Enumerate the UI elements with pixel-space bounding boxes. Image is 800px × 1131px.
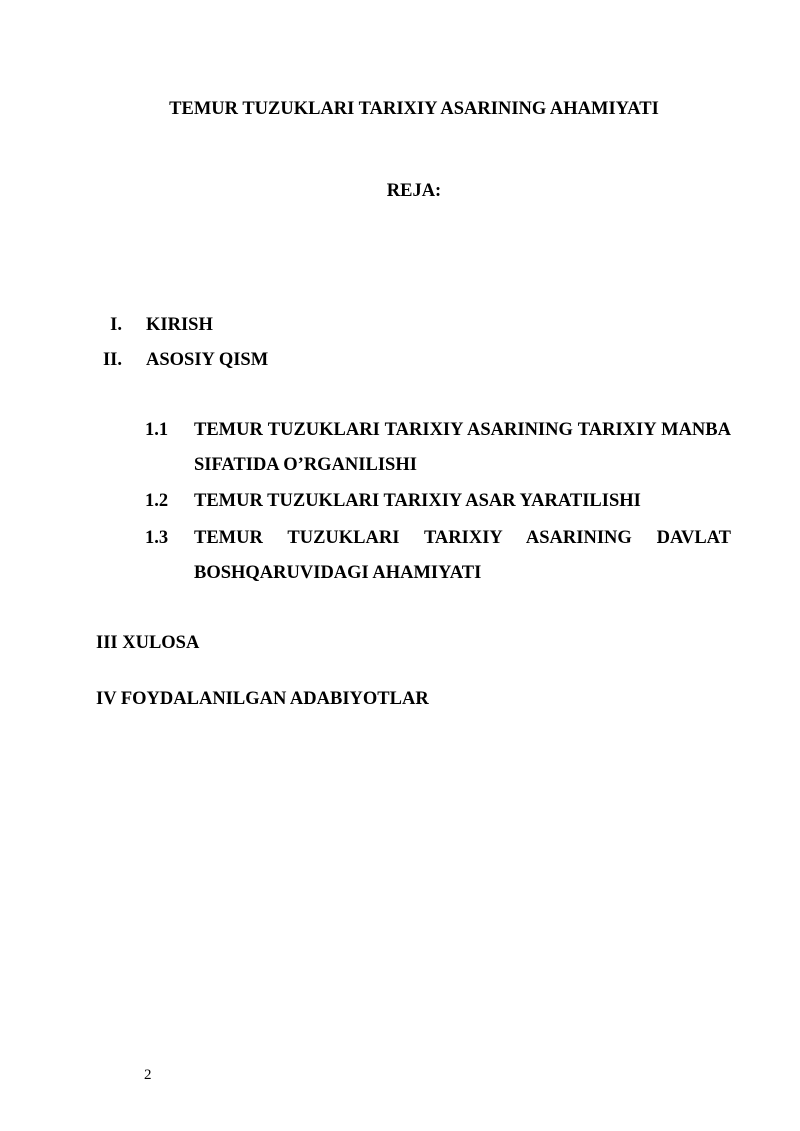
references-item: IV FOYDALANILGAN ADABIYOTLAR — [96, 689, 429, 709]
subsection-number: 1.2 — [145, 491, 169, 511]
plan-heading: REJA: — [386, 181, 442, 201]
subsection-label: TEMUR TUZUKLARI TARIXIY ASARINING TARIXIY MANBA SIFATIDA O’RGANILISHI — [194, 420, 731, 475]
section-number: I. — [110, 315, 122, 335]
subsection-label: TEMUR TUZUKLARI TARIXIY ASAR YARATILISHI — [194, 491, 641, 511]
section-label: KIRISH — [146, 315, 213, 335]
subsection-item-1-3 — [145, 521, 731, 591]
section-number: II. — [102, 350, 122, 370]
document-title: TEMUR TUZUKLARI TARIXIY ASARINING AHAMIYATI — [169, 99, 659, 119]
subsection-number: 1.1 — [145, 420, 169, 440]
section-item-main-part — [96, 347, 269, 373]
subsection-number: 1.3 — [145, 528, 169, 548]
subsection-label: TEMUR TUZUKLARI TARIXIY ASARINING DAVLAT BOSHQARUVIDAGI AHAMIYATI — [194, 528, 731, 583]
subsection-item-1-2 — [145, 484, 731, 519]
subsection-item-1-1 — [145, 413, 731, 483]
conclusion-item: III XULOSA — [96, 633, 200, 653]
section-label: ASOSIY QISM — [146, 350, 269, 370]
section-item-introduction — [96, 312, 213, 338]
page-number: 2 — [144, 1067, 152, 1083]
